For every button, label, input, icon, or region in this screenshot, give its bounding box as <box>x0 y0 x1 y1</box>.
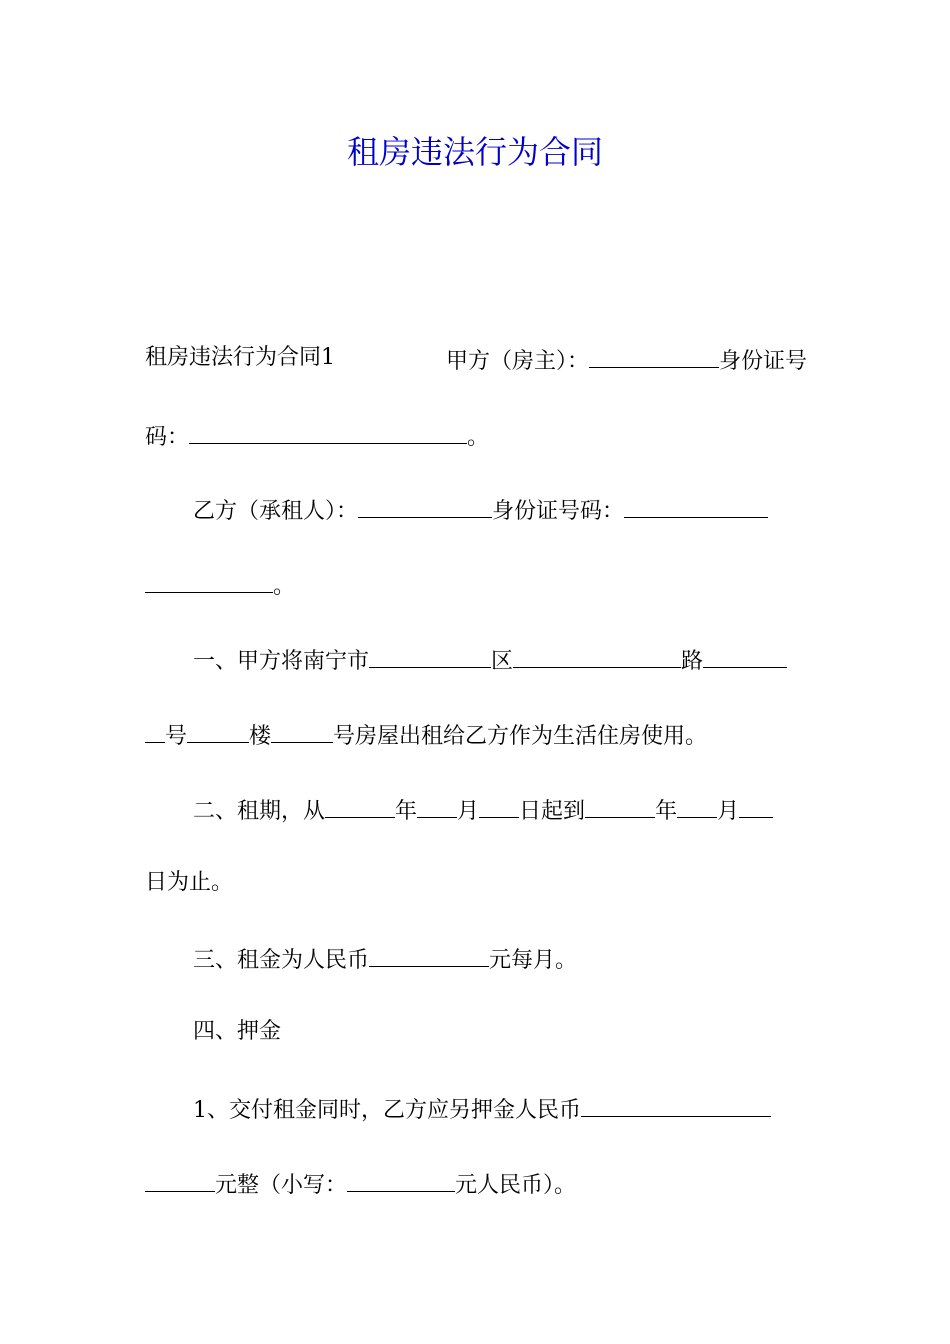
party-b-line <box>193 491 807 529</box>
clause-1-text: 一、甲方将南宁市 <box>193 649 370 674</box>
rent-unit: 元每月。 <box>489 948 578 973</box>
party-a-id-line <box>145 417 807 455</box>
period: 。 <box>467 425 490 450</box>
party-b-id-blank[interactable] <box>624 491 768 518</box>
building-blank[interactable] <box>187 716 249 743</box>
clause-3-line <box>193 940 807 978</box>
clause-2-end: 日为止。 <box>145 870 234 895</box>
deposit-uppercase-label: 元整（小写： <box>215 1173 348 1198</box>
party-b-id-continued <box>145 566 807 604</box>
building-label: 楼 <box>249 724 272 749</box>
year-label: 年 <box>655 799 678 824</box>
start-year-blank[interactable] <box>325 791 395 818</box>
month-label: 月 <box>457 799 480 824</box>
clause-2-line <box>193 791 807 829</box>
end-day-blank[interactable] <box>739 791 773 818</box>
district-blank[interactable] <box>369 641 491 668</box>
party-a-name-blank[interactable] <box>589 341 719 368</box>
clause-4-text: 四、押金 <box>193 1019 282 1044</box>
deposit-amount-blank-continued[interactable] <box>145 1165 215 1192</box>
clause-1-line <box>193 641 807 679</box>
clause-1-purpose: 号房屋出租给乙方作为生活住房使用。 <box>333 724 708 749</box>
deposit-lowercase-blank[interactable] <box>347 1165 455 1192</box>
party-a-line <box>145 341 807 379</box>
number-blank-continued[interactable] <box>145 716 165 743</box>
district-label: 区 <box>491 649 514 674</box>
contract-heading-1: 租房违法行为合同1 <box>145 345 335 370</box>
number-blank[interactable] <box>703 641 787 668</box>
clause-4-1-continued <box>145 1165 807 1203</box>
party-a-id-blank[interactable] <box>189 417 467 444</box>
party-a-group <box>446 341 807 379</box>
clause-4-1-text: 1、交付租金同时，乙方应另押金人民币 <box>193 1098 581 1123</box>
clause-2-continued <box>145 866 807 900</box>
party-b-label: 乙方（承租人）： <box>193 499 359 524</box>
deposit-amount-blank[interactable] <box>581 1090 771 1117</box>
clause-1-continued <box>145 716 807 754</box>
document-title: 租房违法行为合同 <box>346 133 603 171</box>
year-label: 年 <box>395 799 418 824</box>
end-year-blank[interactable] <box>585 791 655 818</box>
id-number-label: 身份证号 <box>718 349 807 374</box>
party-b-id-blank-continued[interactable] <box>145 566 273 593</box>
party-b-id-label: 身份证号码： <box>492 499 625 524</box>
clause-4-1-line <box>193 1090 807 1128</box>
clause-2-text: 二、租期，从 <box>193 799 326 824</box>
party-b-name-blank[interactable] <box>358 491 492 518</box>
clause-4-heading <box>193 1015 807 1049</box>
end-month-blank[interactable] <box>677 791 717 818</box>
deposit-currency-label: 元人民币）。 <box>455 1173 577 1198</box>
start-day-blank[interactable] <box>479 791 519 818</box>
party-a-label: 甲方（房主）： <box>445 349 589 374</box>
start-month-blank[interactable] <box>417 791 457 818</box>
until-label: 日起到 <box>519 799 586 824</box>
number-label: 号 <box>165 724 188 749</box>
period: 。 <box>273 574 296 599</box>
road-label: 路 <box>681 649 704 674</box>
rent-amount-blank[interactable] <box>369 940 489 967</box>
id-code-label: 码： <box>145 425 190 450</box>
room-blank[interactable] <box>271 716 333 743</box>
clause-3-text: 三、租金为人民币 <box>193 948 370 973</box>
month-label: 月 <box>717 799 740 824</box>
road-blank[interactable] <box>513 641 681 668</box>
